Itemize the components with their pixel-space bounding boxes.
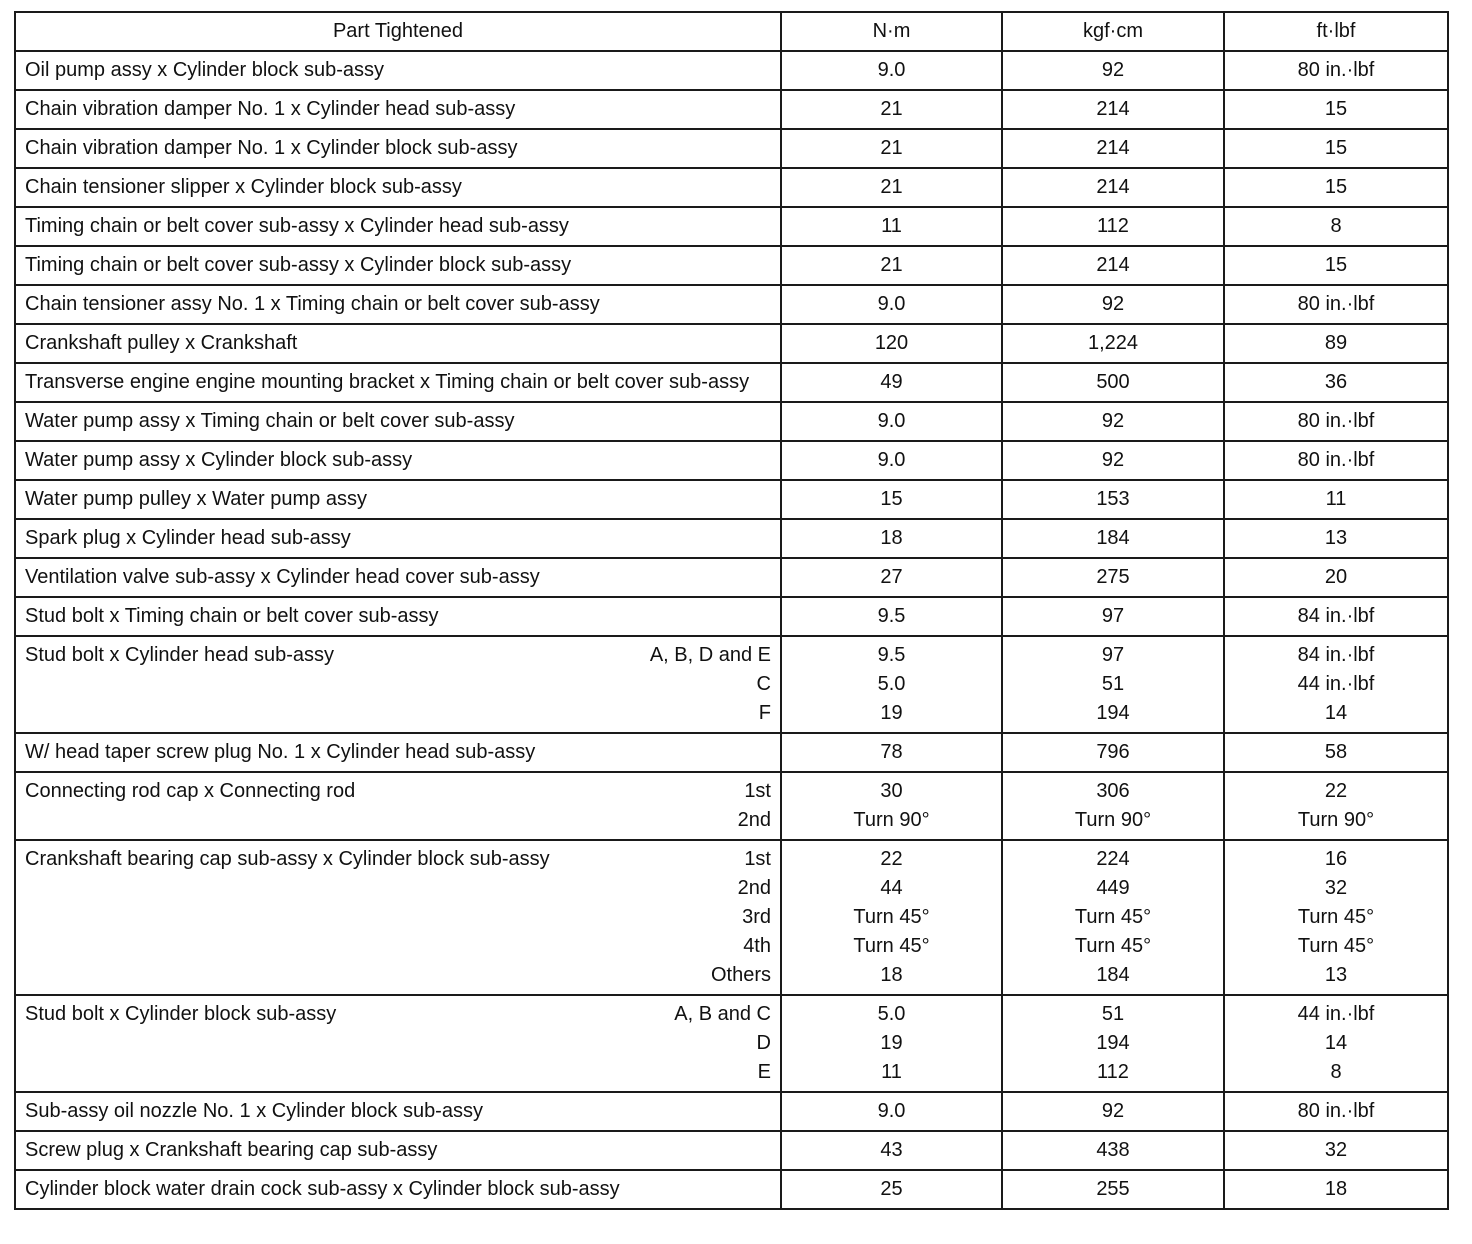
kgf-value: 449	[1096, 877, 1130, 899]
nm-value: 9.5	[877, 644, 906, 666]
ft-cell: 11	[1224, 480, 1448, 519]
nm-value: Turn 90°	[853, 809, 930, 831]
step-labels	[650, 641, 771, 728]
table-row	[15, 519, 1448, 558]
ft-cell: 80 in.·lbf	[1224, 1092, 1448, 1131]
kgf-cell	[1002, 772, 1224, 840]
step-label: F	[758, 702, 771, 724]
step-label: D	[756, 1032, 771, 1054]
nm-value: 22	[880, 848, 903, 870]
nm-cell: 9.0	[781, 1092, 1002, 1131]
step-label: 2nd	[737, 877, 771, 899]
nm-cell: 25	[781, 1170, 1002, 1209]
ft-value: 8	[1330, 1061, 1342, 1083]
step-label: Others	[710, 964, 771, 986]
table-row	[15, 597, 1448, 636]
nm-cell: 21	[781, 246, 1002, 285]
table-row	[15, 480, 1448, 519]
part-cell: Screw plug x Crankshaft bearing cap sub-assy	[15, 1131, 781, 1170]
kgf-cell	[1002, 636, 1224, 733]
part-cell: Oil pump assy x Cylinder block sub-assy	[15, 51, 781, 90]
ft-cell: 15	[1224, 246, 1448, 285]
ft-cell: 8	[1224, 207, 1448, 246]
part-cell	[15, 772, 781, 840]
nm-cell: 9.0	[781, 441, 1002, 480]
nm-cell: 9.0	[781, 51, 1002, 90]
nm-cell	[781, 840, 1002, 995]
part-cell: Water pump assy x Timing chain or belt cover sub-assy	[15, 402, 781, 441]
nm-cell: 9.0	[781, 285, 1002, 324]
kgf-cell: 1,224	[1002, 324, 1224, 363]
ft-value: 22	[1324, 780, 1348, 802]
table-row	[15, 363, 1448, 402]
header-row	[15, 12, 1448, 51]
kgf-cell: 438	[1002, 1131, 1224, 1170]
kgf-value: 51	[1101, 1003, 1125, 1025]
part-name: Stud bolt x Cylinder head sub-assy	[25, 644, 335, 666]
nm-cell: 18	[781, 519, 1002, 558]
part-name: Stud bolt x Cylinder block sub-assy	[25, 1003, 337, 1025]
nm-cell: 11	[781, 207, 1002, 246]
step-labels	[674, 1000, 771, 1087]
ft-value: 32	[1324, 877, 1348, 899]
step-label: 1st	[744, 780, 771, 802]
part-cell: Transverse engine engine mounting bracket x Timing chain or belt cover sub-assy	[15, 363, 781, 402]
nm-value: 19	[880, 1032, 903, 1054]
step-label: C	[756, 673, 771, 695]
nm-cell	[781, 636, 1002, 733]
ft-cell	[1224, 772, 1448, 840]
kgf-cell: 214	[1002, 90, 1224, 129]
nm-cell: 21	[781, 90, 1002, 129]
nm-value: 44	[880, 877, 903, 899]
kgf-cell: 92	[1002, 1092, 1224, 1131]
kgf-value: Turn 45°	[1074, 935, 1152, 957]
nm-cell: 78	[781, 733, 1002, 772]
kgf-cell: 97	[1002, 597, 1224, 636]
table-row	[15, 402, 1448, 441]
part-cell: Crankshaft pulley x Crankshaft	[15, 324, 781, 363]
kgf-cell: 92	[1002, 441, 1224, 480]
kgf-cell: 92	[1002, 51, 1224, 90]
step-label: 2nd	[737, 809, 771, 831]
ft-value: Turn 45°	[1297, 935, 1375, 957]
ft-value: 44 in.·lbf	[1297, 673, 1375, 695]
part-cell: Ventilation valve sub-assy x Cylinder head cover sub-assy	[15, 558, 781, 597]
table-row	[15, 51, 1448, 90]
kgf-value: 112	[1097, 1061, 1129, 1083]
kgf-cell: 92	[1002, 285, 1224, 324]
nm-value: Turn 45°	[853, 935, 930, 957]
kgf-cell: 500	[1002, 363, 1224, 402]
nm-value: 5.0	[877, 673, 906, 695]
nm-cell: 15	[781, 480, 1002, 519]
nm-cell: 21	[781, 168, 1002, 207]
table-row	[15, 324, 1448, 363]
nm-cell: 9.5	[781, 597, 1002, 636]
table-row	[15, 772, 1448, 840]
ft-cell: 80 in.·lbf	[1224, 402, 1448, 441]
part-cell: Water pump assy x Cylinder block sub-assy	[15, 441, 781, 480]
kgf-value: 194	[1096, 702, 1130, 724]
ft-cell: 32	[1224, 1131, 1448, 1170]
ft-value: 14	[1324, 1032, 1348, 1054]
kgf-value: 51	[1101, 673, 1125, 695]
ft-cell: 13	[1224, 519, 1448, 558]
kgf-cell: 796	[1002, 733, 1224, 772]
nm-cell: 49	[781, 363, 1002, 402]
kgf-value: 194	[1096, 1032, 1130, 1054]
ft-cell: 36	[1224, 363, 1448, 402]
part-cell: Water pump pulley x Water pump assy	[15, 480, 781, 519]
table-row	[15, 558, 1448, 597]
part-cell: Chain tensioner slipper x Cylinder block sub-assy	[15, 168, 781, 207]
ft-cell	[1224, 840, 1448, 995]
header-nm: N·m	[781, 12, 1002, 51]
table-row	[15, 285, 1448, 324]
header-kgf: kgf·cm	[1002, 12, 1224, 51]
table-row	[15, 1131, 1448, 1170]
part-cell: Cylinder block water drain cock sub-assy x Cylinder block sub-assy	[15, 1170, 781, 1209]
kgf-value: 224	[1096, 848, 1130, 870]
step-labels	[738, 777, 771, 835]
kgf-cell: 184	[1002, 519, 1224, 558]
table-row	[15, 733, 1448, 772]
ft-cell: 15	[1224, 90, 1448, 129]
table-row	[15, 1092, 1448, 1131]
part-cell: Timing chain or belt cover sub-assy x Cylinder head sub-assy	[15, 207, 781, 246]
nm-value: 30	[880, 780, 903, 802]
table-row	[15, 90, 1448, 129]
nm-cell: 9.0	[781, 402, 1002, 441]
kgf-cell: 153	[1002, 480, 1224, 519]
part-cell: Timing chain or belt cover sub-assy x Cylinder block sub-assy	[15, 246, 781, 285]
kgf-cell: 92	[1002, 402, 1224, 441]
ft-cell: 15	[1224, 129, 1448, 168]
nm-cell	[781, 772, 1002, 840]
part-cell: Stud bolt x Timing chain or belt cover sub-assy	[15, 597, 781, 636]
table-row	[15, 246, 1448, 285]
kgf-value: Turn 45°	[1074, 906, 1152, 928]
table-row	[15, 207, 1448, 246]
kgf-value: 306	[1096, 780, 1130, 802]
header-part: Part Tightened	[15, 12, 781, 51]
kgf-value: 184	[1096, 964, 1130, 986]
part-name: Crankshaft bearing cap sub-assy x Cylinder block sub-assy	[25, 848, 550, 870]
kgf-cell: 275	[1002, 558, 1224, 597]
nm-cell: 43	[781, 1131, 1002, 1170]
ft-cell: 80 in.·lbf	[1224, 51, 1448, 90]
ft-value: Turn 45°	[1297, 906, 1375, 928]
nm-cell	[781, 995, 1002, 1092]
part-cell: Chain vibration damper No. 1 x Cylinder block sub-assy	[15, 129, 781, 168]
part-name: Connecting rod cap x Connecting rod	[25, 780, 356, 802]
part-cell: Chain vibration damper No. 1 x Cylinder head sub-assy	[15, 90, 781, 129]
table-row	[15, 129, 1448, 168]
kgf-cell: 112	[1002, 207, 1224, 246]
step-label: 3rd	[742, 906, 771, 928]
kgf-cell: 214	[1002, 168, 1224, 207]
ft-value: 44 in.·lbf	[1297, 1003, 1375, 1025]
kgf-cell: 255	[1002, 1170, 1224, 1209]
nm-cell: 21	[781, 129, 1002, 168]
torque-spec-table	[14, 11, 1449, 1210]
ft-value: 13	[1324, 964, 1348, 986]
part-cell	[15, 840, 781, 995]
table-row	[15, 636, 1448, 733]
table-row	[15, 995, 1448, 1092]
part-cell: W/ head taper screw plug No. 1 x Cylinder head sub-assy	[15, 733, 781, 772]
kgf-value: 97	[1101, 644, 1125, 666]
step-label: 4th	[743, 935, 771, 957]
ft-value: 84 in.·lbf	[1297, 644, 1375, 666]
step-labels	[711, 845, 771, 990]
kgf-cell: 214	[1002, 246, 1224, 285]
table-row	[15, 840, 1448, 995]
ft-cell: 15	[1224, 168, 1448, 207]
ft-value: 16	[1324, 848, 1348, 870]
ft-value: 14	[1324, 702, 1348, 724]
ft-cell	[1224, 636, 1448, 733]
ft-cell: 18	[1224, 1170, 1448, 1209]
kgf-value: Turn 90°	[1074, 809, 1152, 831]
kgf-cell: 214	[1002, 129, 1224, 168]
nm-cell: 27	[781, 558, 1002, 597]
table-row	[15, 1170, 1448, 1209]
ft-cell: 58	[1224, 733, 1448, 772]
nm-value: 5.0	[877, 1003, 906, 1025]
step-label: E	[757, 1061, 771, 1083]
step-label: 1st	[744, 848, 771, 870]
ft-cell	[1224, 995, 1448, 1092]
ft-value: Turn 90°	[1297, 809, 1375, 831]
part-cell: Chain tensioner assy No. 1 x Timing chain or belt cover sub-assy	[15, 285, 781, 324]
nm-cell: 120	[781, 324, 1002, 363]
ft-cell: 89	[1224, 324, 1448, 363]
nm-value: Turn 45°	[853, 906, 930, 928]
nm-value: 19	[880, 702, 903, 724]
table-row	[15, 441, 1448, 480]
part-cell: Spark plug x Cylinder head sub-assy	[15, 519, 781, 558]
step-label: A, B, D and E	[649, 644, 771, 666]
table-row	[15, 168, 1448, 207]
nm-value: 11	[881, 1061, 902, 1083]
kgf-cell	[1002, 995, 1224, 1092]
part-cell: Sub-assy oil nozzle No. 1 x Cylinder block sub-assy	[15, 1092, 781, 1131]
nm-value: 18	[880, 964, 903, 986]
header-ft: ft·lbf	[1224, 12, 1448, 51]
ft-cell: 84 in.·lbf	[1224, 597, 1448, 636]
part-cell	[15, 636, 781, 733]
ft-cell: 20	[1224, 558, 1448, 597]
kgf-cell	[1002, 840, 1224, 995]
ft-cell: 80 in.·lbf	[1224, 285, 1448, 324]
part-cell	[15, 995, 781, 1092]
ft-cell: 80 in.·lbf	[1224, 441, 1448, 480]
step-label: A, B and C	[674, 1003, 771, 1025]
